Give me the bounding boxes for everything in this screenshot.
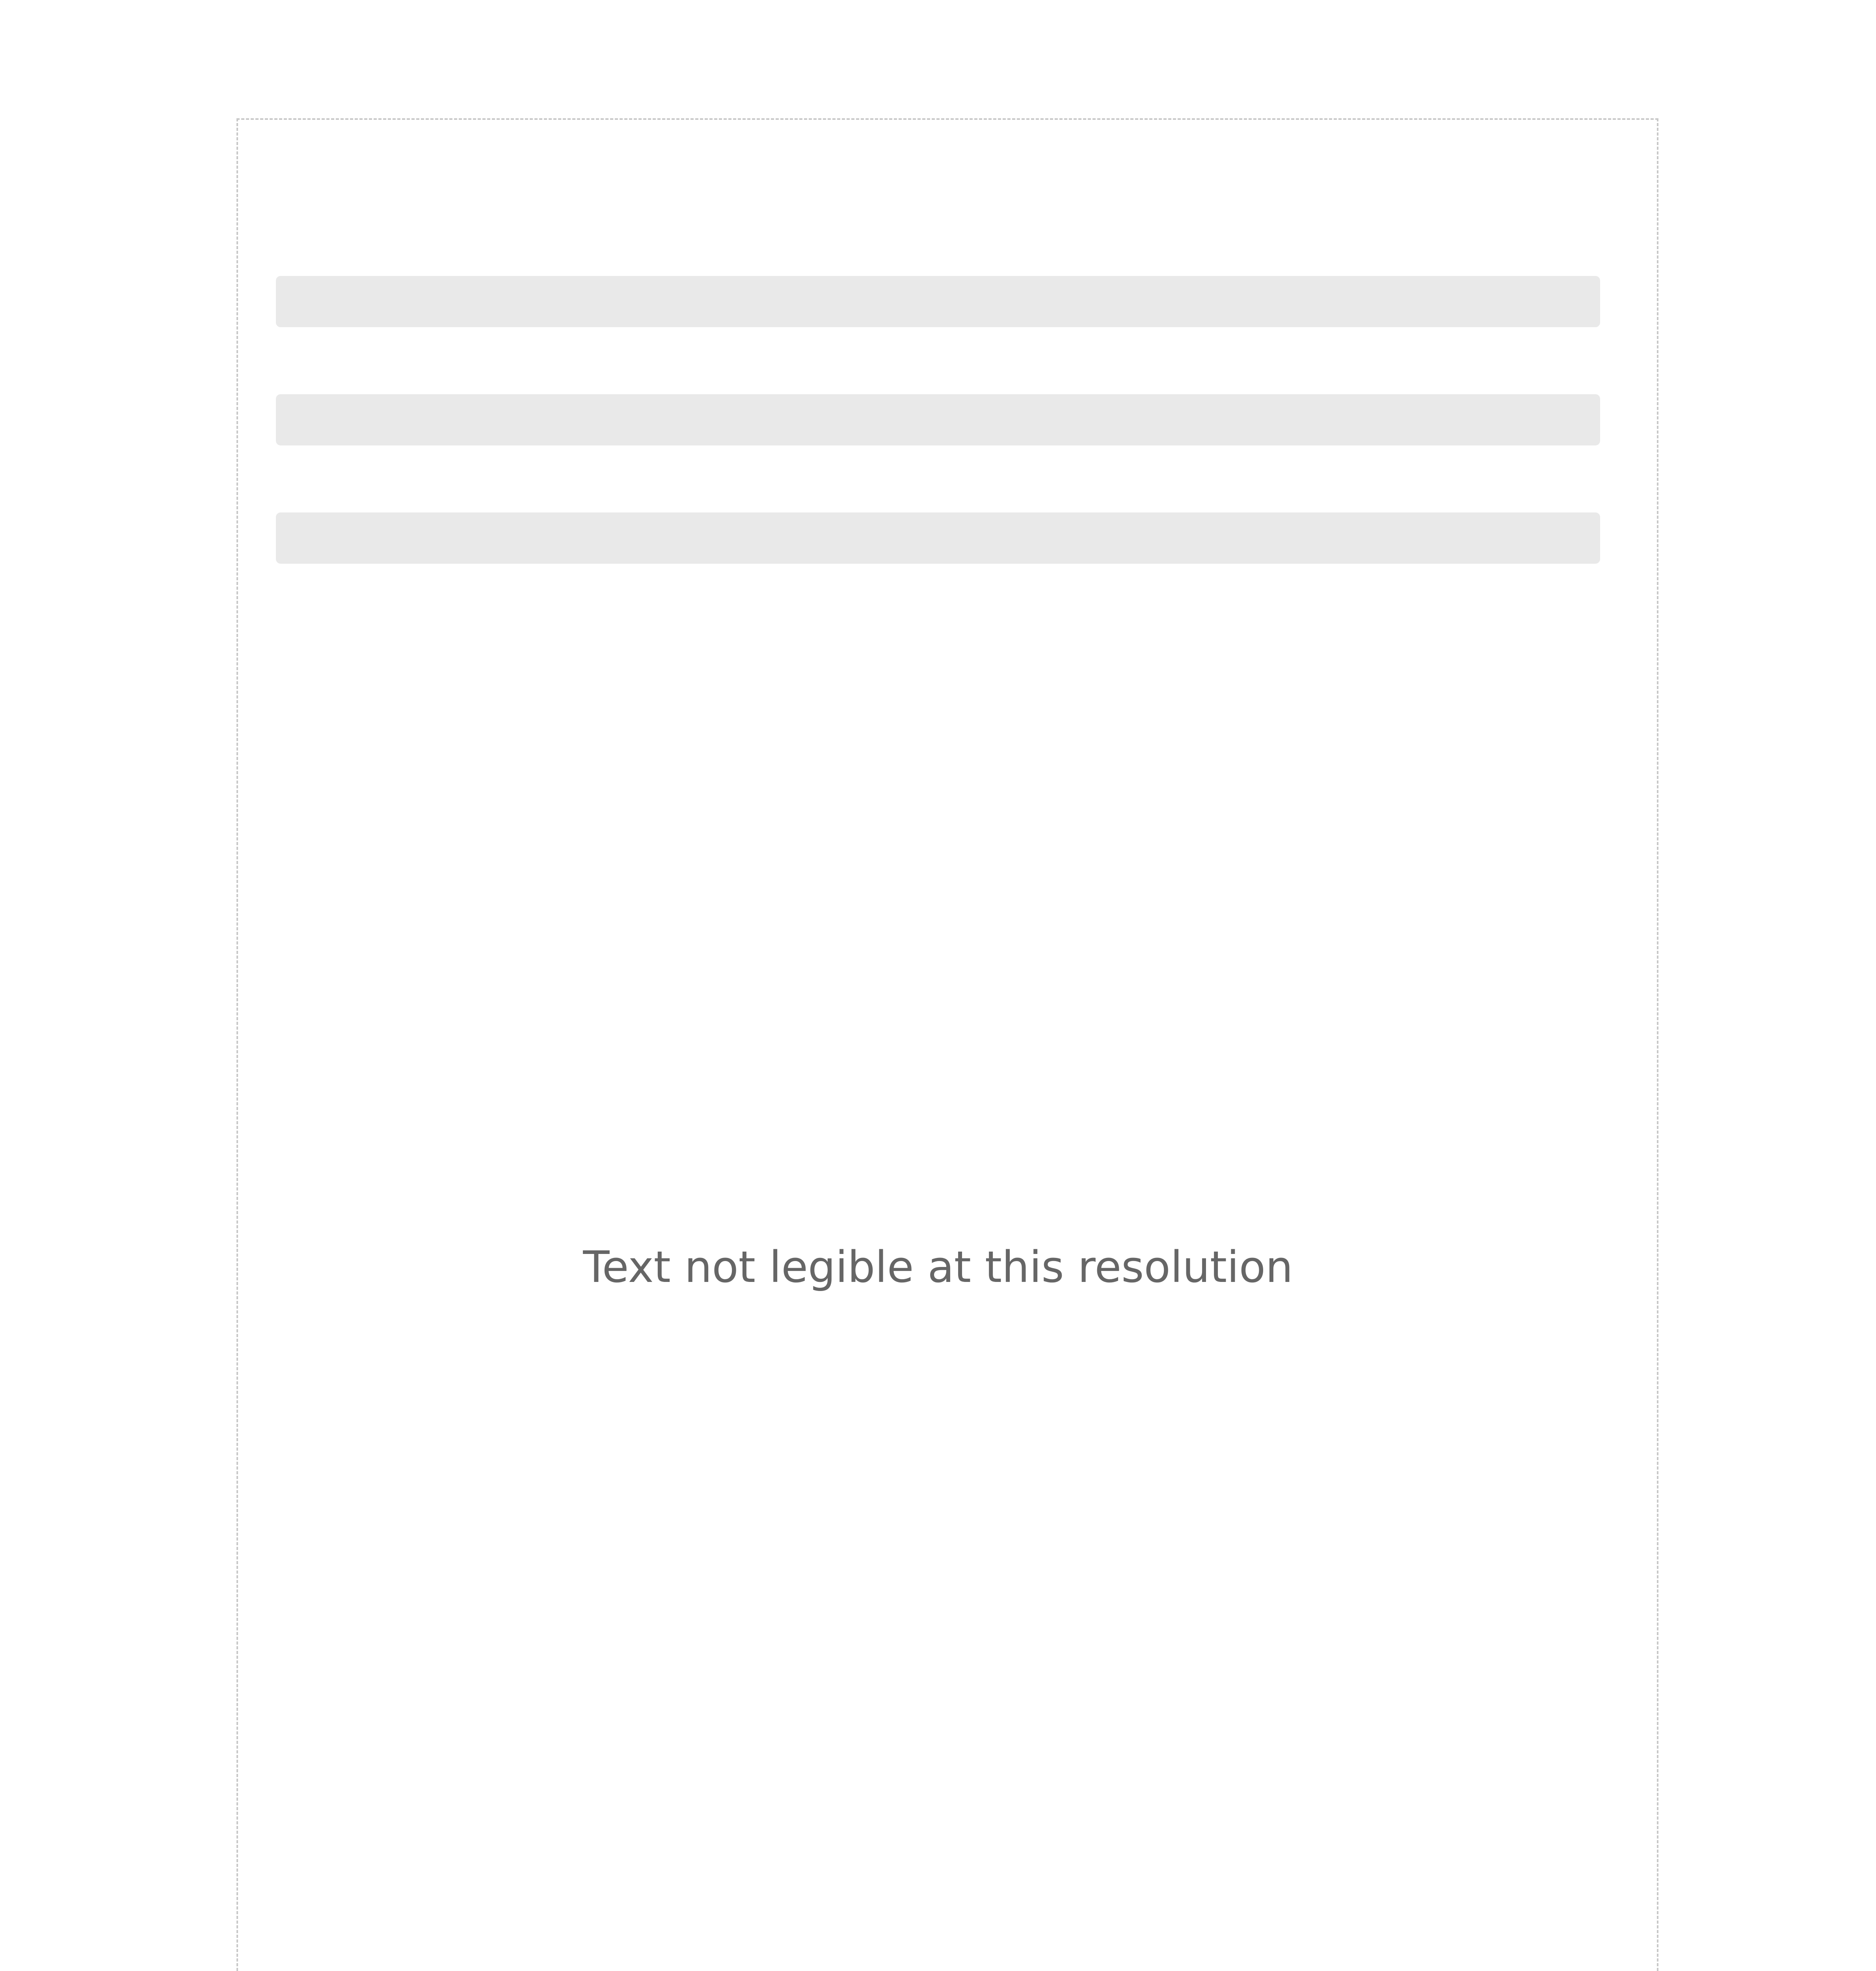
placeholder-block [276, 394, 1600, 445]
placeholder-block [276, 512, 1600, 564]
placeholder-block [276, 276, 1600, 327]
placeholder-note: Text not legible at this resolution [583, 1242, 1293, 1292]
